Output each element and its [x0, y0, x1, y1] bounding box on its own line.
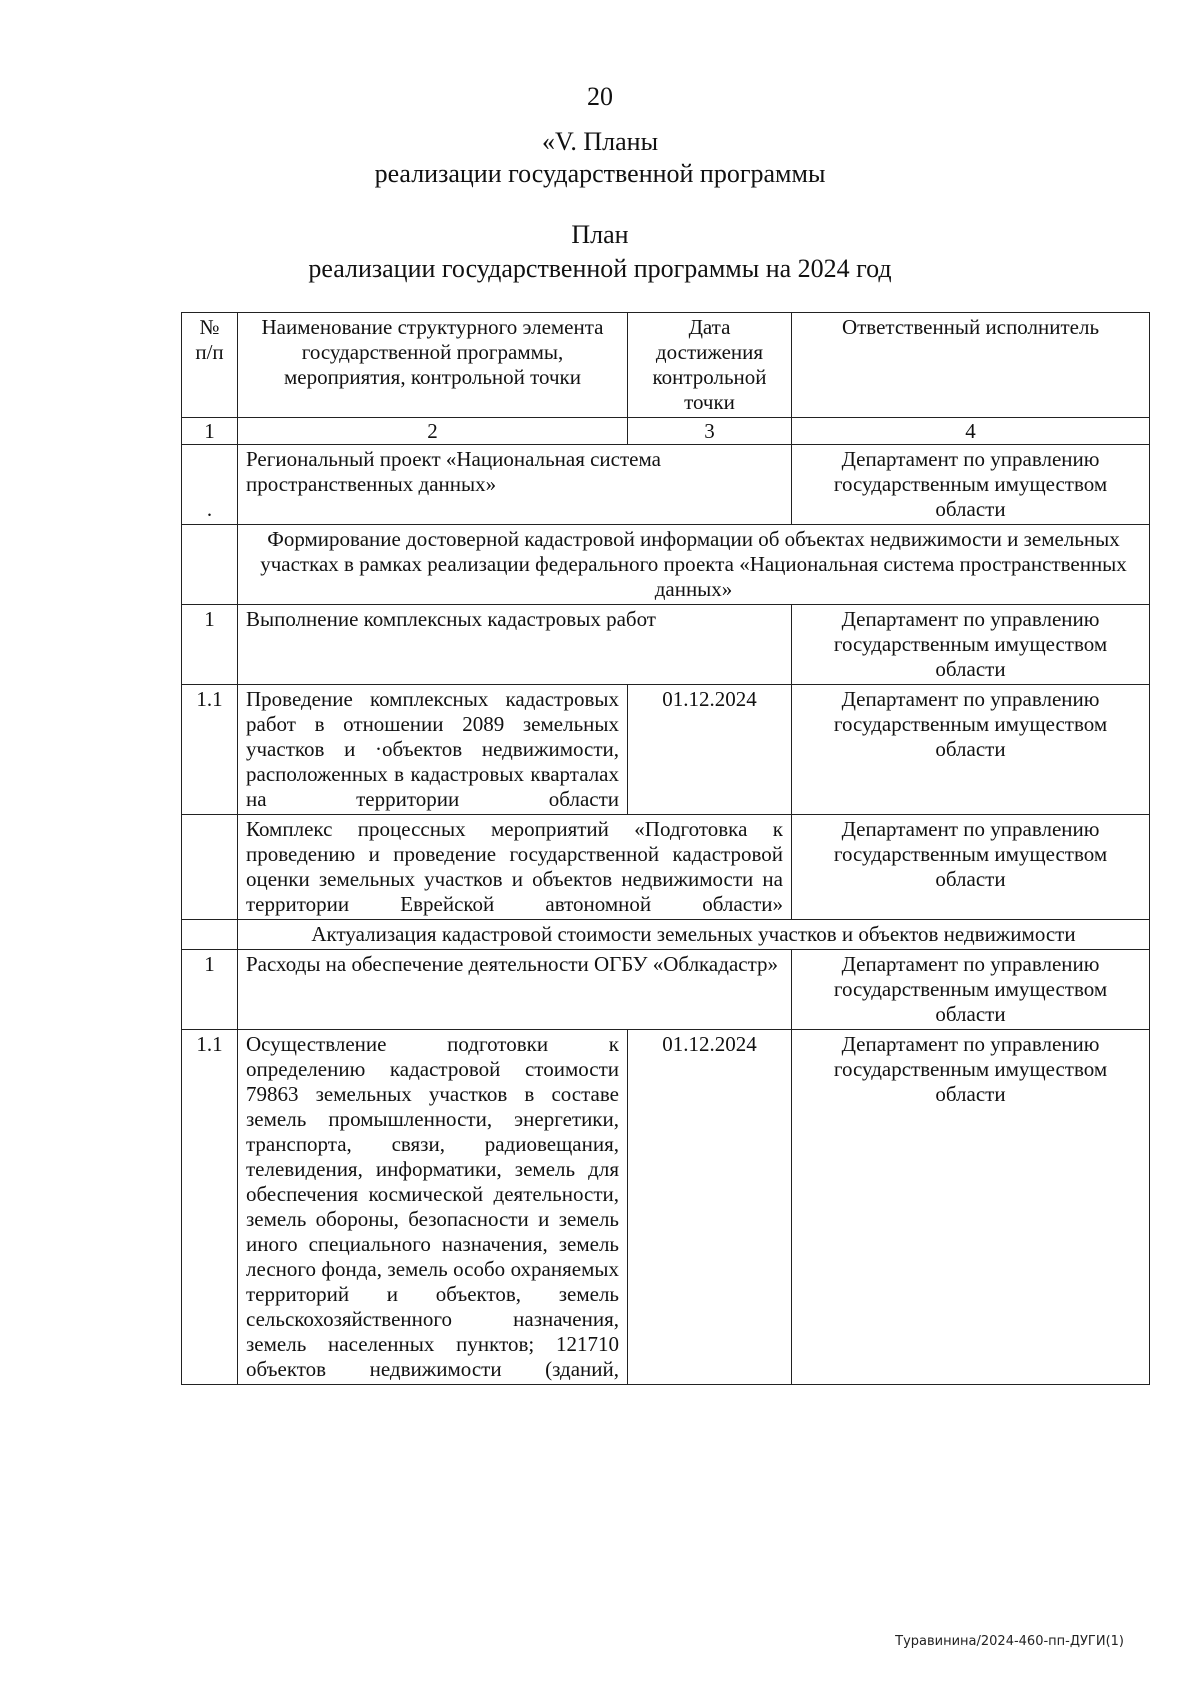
- task-executor: Департамент по управлению государственным имуществом области: [792, 950, 1150, 1030]
- row-number: 1: [182, 950, 238, 1030]
- column-number: 2: [238, 418, 628, 445]
- process-complex-name: Комплекс процессных мероприятий «Подготовка к проведению и проведение государственной кадастровой оценки земельных участков и объектов недвижимости на территории Еврейской автономной области»: [238, 815, 792, 920]
- section-title: [0, 126, 1200, 190]
- header-number: № п/п: [182, 313, 238, 418]
- row-number: 1.1: [182, 1030, 238, 1385]
- table-row: [182, 950, 1150, 1030]
- column-numbers-row: [182, 418, 1150, 445]
- process-complex-executor: Департамент по управлению государственным имуществом области: [792, 815, 1150, 920]
- task-executor: Департамент по управлению государственным имуществом области: [792, 605, 1150, 685]
- column-number: 3: [628, 418, 792, 445]
- plan-table: [181, 312, 1150, 1385]
- header-date: Дата достижения контрольной точки: [628, 313, 792, 418]
- table-row: [182, 605, 1150, 685]
- regional-project-executor: Департамент по управлению государственным имуществом области: [792, 445, 1150, 525]
- section-heading: Актуализация кадастровой стоимости земельных участков и объектов недвижимости: [238, 920, 1150, 950]
- checkpoint-executor: Департамент по управлению государственным имуществом области: [792, 685, 1150, 815]
- table-row: [182, 815, 1150, 920]
- checkpoint-date: 01.12.2024: [628, 685, 792, 815]
- row-number: 1: [182, 605, 238, 685]
- section-title-line2: реализации государственной программы: [374, 159, 826, 188]
- row-number: 1.1: [182, 685, 238, 815]
- row-number: .: [182, 445, 238, 525]
- table-row: [182, 445, 1150, 525]
- table-row: [182, 1030, 1150, 1385]
- task-name: Расходы на обеспечение деятельности ОГБУ «Облкадастр»: [238, 950, 792, 1030]
- plan-title-line2: реализации государственной программы на 2024 год: [308, 254, 892, 283]
- checkpoint-name: Осуществление подготовки к определению кадастровой стоимости 79863 земельных участков в составе земель промышленности, энергетики, транспорта, связи, радиовещания, телевидения, информатики, земель для обеспечения космической деятельности, земель обороны, безопасности и земель иного специального назначения, земель лесного фонда, земель особо охраняемых территорий и объектов, земель сельскохозяйственного назначения, земель населенных пунктов; 121710 объектов недвижимости (зданий,: [238, 1030, 628, 1385]
- table-row: [182, 920, 1150, 950]
- task-name: Выполнение комплексных кадастровых работ: [238, 605, 792, 685]
- section-title-line1: «V. Планы: [541, 127, 659, 156]
- table-header-row: [182, 313, 1150, 418]
- page-number: 20: [587, 82, 613, 111]
- row-number: [182, 815, 238, 920]
- section-heading: Формирование достоверной кадастровой информации об объектах недвижимости и земельных участках в рамках реализации федерального проекта «Национальная система пространственных данных»: [238, 525, 1150, 605]
- column-number: 4: [792, 418, 1150, 445]
- plan-title: [0, 218, 1200, 286]
- column-number: 1: [182, 418, 238, 445]
- row-number: [182, 920, 238, 950]
- row-number: [182, 525, 238, 605]
- table-row: [182, 685, 1150, 815]
- header-executor: Ответственный исполнитель: [792, 313, 1150, 418]
- checkpoint-executor: Департамент по управлению государственным имуществом области: [792, 1030, 1150, 1385]
- checkpoint-name: Проведение комплексных кадастровых работ в отношении 2089 земельных участков и ·объектов недвижимости, расположенных в кадастровых кварталах на территории области: [238, 685, 628, 815]
- plan-title-line1: План: [571, 220, 629, 249]
- table-row: [182, 525, 1150, 605]
- footer-stamp: Туравинина/2024-460-пп-ДУГИ(1): [895, 1634, 1124, 1649]
- header-name: Наименование структурного элемента государственной программы, мероприятия, контрольной точки: [238, 313, 628, 418]
- checkpoint-date: 01.12.2024: [628, 1030, 792, 1385]
- regional-project-name: Региональный проект «Национальная система пространственных данных»: [238, 445, 792, 525]
